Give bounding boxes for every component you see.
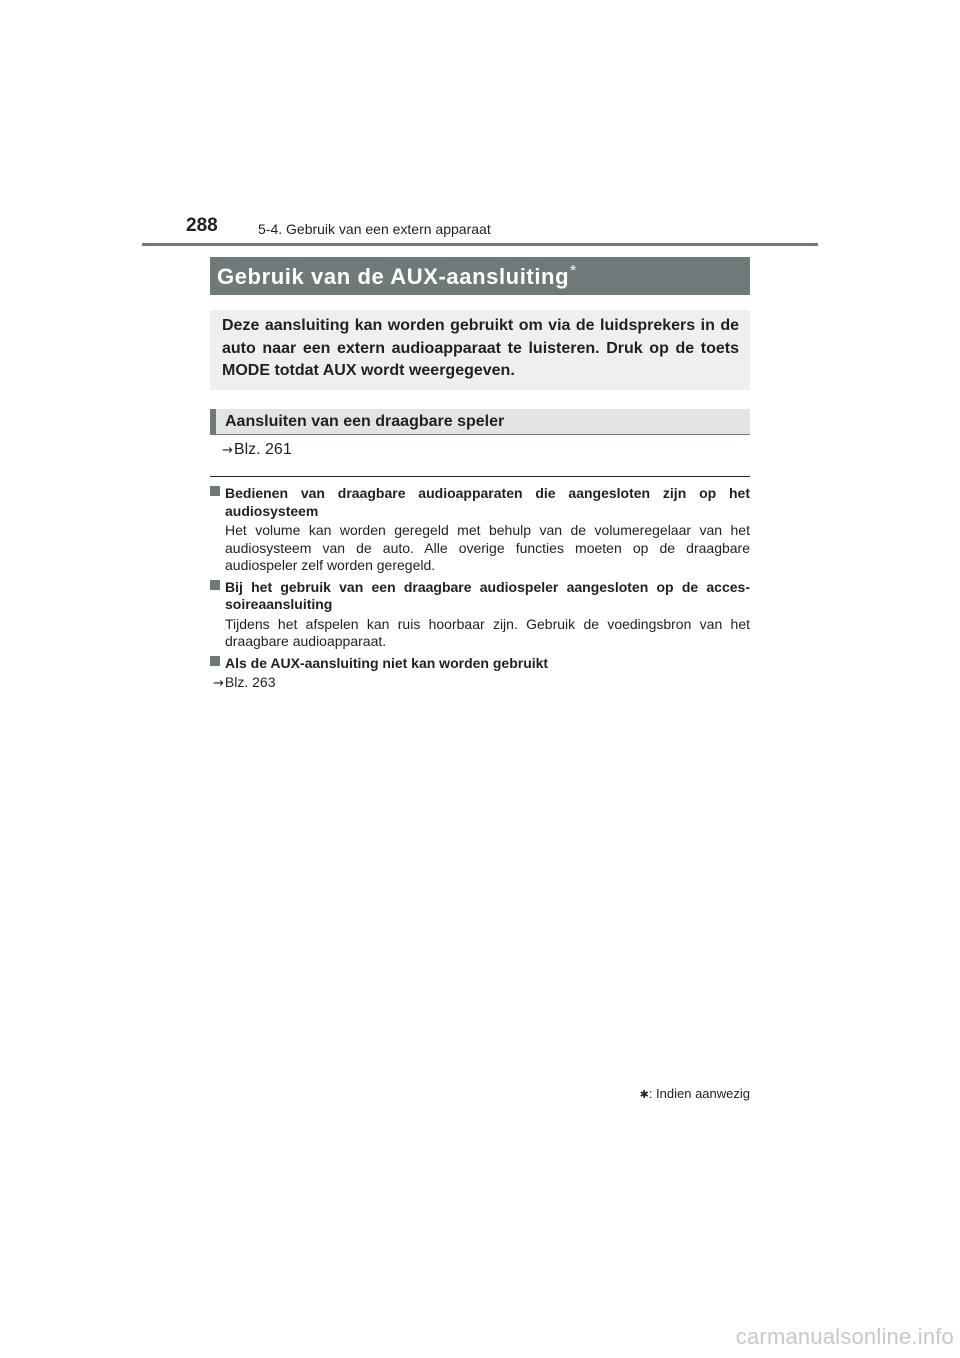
asterisk-icon: * (570, 262, 577, 279)
square-bullet-icon (210, 580, 220, 590)
page-title (217, 264, 577, 290)
footnote-text: : Indien aanwezig (648, 1086, 750, 1101)
note-reference[interactable] (210, 674, 750, 693)
watermark: carmanualsonline.info (735, 1324, 954, 1349)
note-body: Het volume kan worden geregeld met behulp van de volumeregelaar van het audiosysteem van de auto. Alle overige functies moeten op de draagbare audiospeler zelf worden geregeld. (225, 522, 750, 573)
intro-text: Deze aansluiting kan worden gebruikt om via de luidsprekers in de auto naar een extern audioapparaat te luisteren. Druk op de toets MODE totdat AUX wordt weergegeven. (222, 317, 739, 379)
note-reference-text: Blz. 263 (224, 674, 276, 690)
intro-box (210, 310, 750, 390)
note-body: Tijdens het afspelen kan ruis hoorbaar zijn. Gebruik de voedingsbron van het draagbare audioapparaat. (225, 615, 750, 649)
footnote (640, 1086, 750, 1101)
page-reference[interactable] (222, 441, 292, 459)
header-rule (142, 243, 818, 246)
note-title-text: Als de AUX-aansluiting niet kan worden gebruikt (225, 654, 549, 671)
note-title-text: Bedienen van draagbare audioapparaten die aangesloten zijn op het audiosysteem (225, 485, 750, 519)
content-rule (210, 476, 750, 477)
page-reference-text: Blz. 261 (233, 441, 292, 458)
note-title (210, 655, 750, 673)
square-bullet-icon (210, 656, 220, 666)
section-header: 5-4. Gebruik van een extern apparaat (258, 221, 491, 237)
title-bar (210, 257, 750, 295)
note-title (210, 485, 750, 520)
right-arrow-icon: → (222, 443, 233, 458)
subsection-header (210, 409, 750, 435)
note-item (210, 655, 750, 693)
square-bullet-icon (210, 486, 220, 496)
subsection-title: Aansluiten van een draagbare speler (225, 413, 505, 430)
right-arrow-icon: → (213, 676, 224, 691)
note-title-text: Bij het gebruik van een draagbare audiospeler aangesloten op de acces-soireaansluiting (225, 578, 750, 612)
page-title-text: Gebruik van de AUX-aansluiting (217, 264, 570, 289)
notes-section (210, 485, 750, 693)
note-item (210, 579, 750, 651)
asterisk-icon: ✱ (639, 1088, 649, 1101)
subsection-accent (210, 409, 216, 434)
page-number: 288 (186, 215, 218, 236)
note-item (210, 485, 750, 575)
note-title (210, 579, 750, 614)
